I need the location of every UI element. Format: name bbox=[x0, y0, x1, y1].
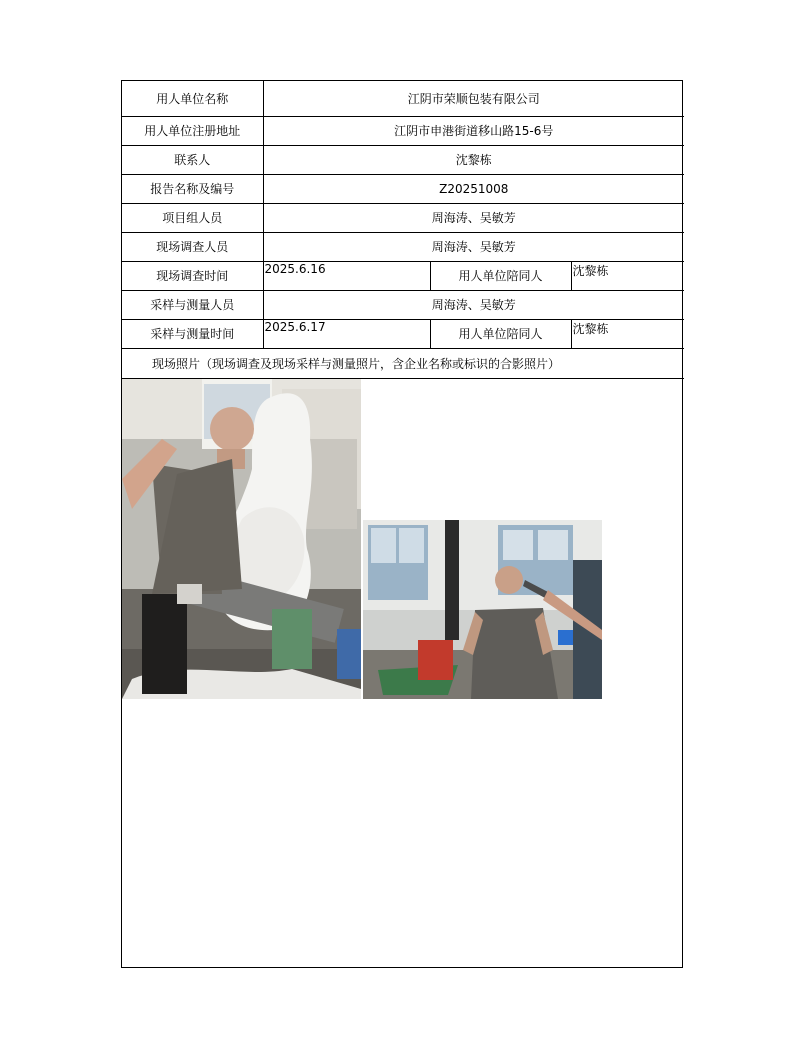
row-survey-time bbox=[122, 261, 684, 290]
row-photos-caption bbox=[122, 348, 684, 378]
survey-companion-value: 沈黎栋 bbox=[571, 261, 684, 290]
site-photo-1 bbox=[122, 379, 361, 699]
row-employer-address bbox=[122, 116, 684, 145]
photos-area bbox=[122, 379, 682, 699]
row-team bbox=[122, 203, 684, 232]
sampling-companion-label: 用人单位陪同人 bbox=[430, 319, 571, 348]
employer-address-value: 江阴市申港街道移山路15-6号 bbox=[263, 116, 684, 145]
sampling-staff-label: 采样与测量人员 bbox=[122, 290, 263, 319]
info-table bbox=[122, 81, 684, 379]
survey-time-label: 现场调查时间 bbox=[122, 261, 263, 290]
row-report bbox=[122, 174, 684, 203]
report-value: Z20251008 bbox=[263, 174, 684, 203]
row-contact bbox=[122, 145, 684, 174]
team-value: 周海涛、吴敏芳 bbox=[263, 203, 684, 232]
survey-time-value: 2025.6.16 bbox=[263, 261, 430, 290]
survey-companion-label: 用人单位陪同人 bbox=[430, 261, 571, 290]
row-employer-name bbox=[122, 81, 684, 116]
survey-staff-value: 周海涛、吴敏芳 bbox=[263, 232, 684, 261]
row-sampling-staff bbox=[122, 290, 684, 319]
report-label: 报告名称及编号 bbox=[122, 174, 263, 203]
record-sheet bbox=[121, 80, 683, 968]
employer-address-label: 用人单位注册地址 bbox=[122, 116, 263, 145]
sampling-staff-value: 周海涛、吴敏芳 bbox=[263, 290, 684, 319]
sampling-time-value: 2025.6.17 bbox=[263, 319, 430, 348]
contact-label: 联系人 bbox=[122, 145, 263, 174]
employer-name-label: 用人单位名称 bbox=[122, 81, 263, 116]
sampling-time-label: 采样与测量时间 bbox=[122, 319, 263, 348]
team-label: 项目组人员 bbox=[122, 203, 263, 232]
photos-caption: 现场照片（现场调查及现场采样与测量照片，含企业名称或标识的合影照片） bbox=[122, 348, 684, 378]
row-survey-staff bbox=[122, 232, 684, 261]
employer-name-value: 江阴市荣顺包装有限公司 bbox=[263, 81, 684, 116]
row-sampling-time bbox=[122, 319, 684, 348]
sampling-companion-value: 沈黎栋 bbox=[571, 319, 684, 348]
contact-value: 沈黎栋 bbox=[263, 145, 684, 174]
site-photo-2 bbox=[363, 520, 602, 699]
survey-staff-label: 现场调查人员 bbox=[122, 232, 263, 261]
